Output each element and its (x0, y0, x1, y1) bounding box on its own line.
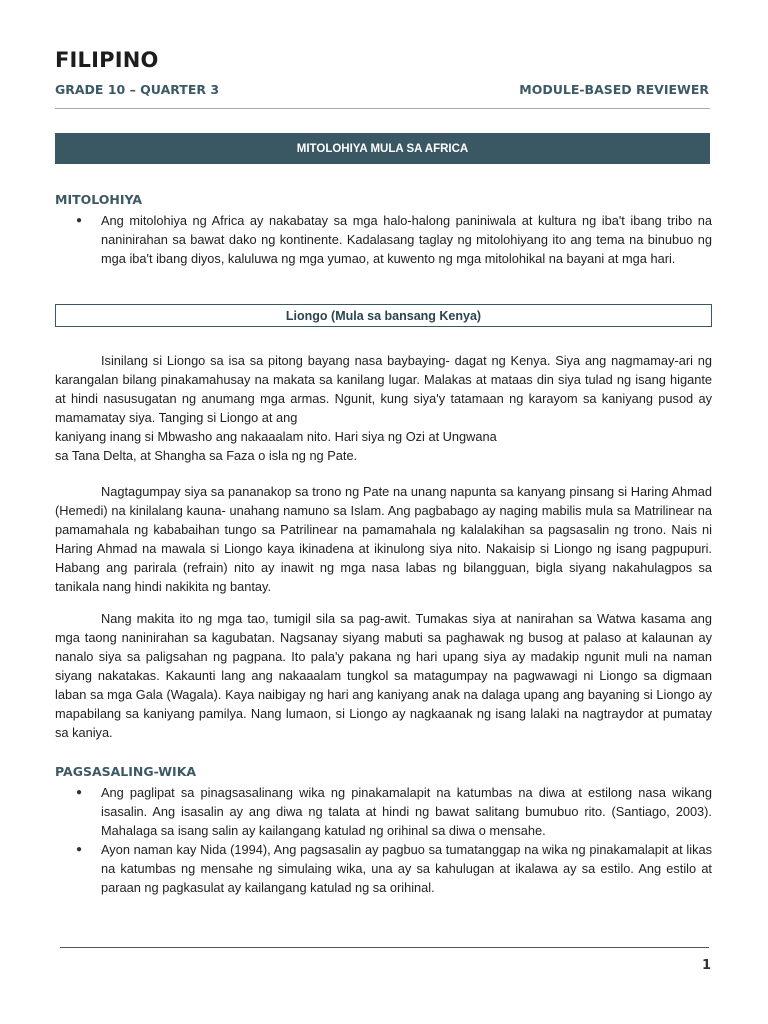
section-heading-mitolohiya: MITOLOHIYA (55, 192, 143, 207)
list-item (55, 783, 712, 840)
footer-divider (60, 947, 709, 948)
section-heading-pagsasaling-wika: PAGSASALING-WIKA (55, 764, 197, 779)
paragraph-text: kaniyang inang si Mbwasho ang nakaaalam nito. Hari siya ng Ozi at Ungwana (55, 429, 497, 444)
bullet-icon: ● (76, 787, 83, 798)
paragraph-text: sa Tana Delta, at Shangha sa Faza o isla ng ng Pate. (55, 448, 358, 463)
reviewer-label: MODULE-BASED REVIEWER (519, 82, 709, 97)
bullet-icon: ● (76, 215, 83, 226)
list-item (55, 211, 712, 268)
bullet-text: Ayon naman kay Nida (1994), Ang pagsasalin ay pagbuo sa tumatanggap na wika ng pinakamalapit at likas na katumbas ng mensahe ng simulaing wika, una ay sa kahulugan at ikalawa ay sa estilo. Ang estilo at paraan ng pagkasulat ay kailangang katulad ng sa orihinal. (101, 842, 712, 895)
story-title: Liongo (Mula sa bansang Kenya) (285, 308, 482, 323)
paragraph-text: Nang makita ito ng mga tao, tumigil sila sa pag-awit. Tumakas siya at nanirahan sa Watwa kasama ang mga taong naninirahan sa kagubatan. Nagsanay siyang mabuti sa paghawak ng busog at palaso at kalaunan ay nanalo siya sa paligsahan ng pagpana. Ito pala'y pakana ng hari upang siya ay madakip ngunit muli na naman siyang nakatakas. Kakaunti lang ang nakaaalam tungkol sa matagumpay na pagwawagi ni Liongo sa digmaan laban sa mga Gala (Wagala). Kaya naibigay ng hari ang kaniyang anak na dalaga upang ang bayaning si Liongo ay mapabilang sa kaniyang pamilya. Nang lumaon, si Liongo ay nagkaanak ng isang lalaki na nagtraydor at pumatay sa kaniya. (55, 611, 712, 740)
story-paragraph-1 (55, 351, 712, 427)
bullet-text: Ang mitolohiya ng Africa ay nakabatay sa mga halo-halong paniniwala at kultura ng iba't ibang tribo na naninirahan sa bawat dako ng kontinente. Kadalasang taglay ng mitolohiyang ito ang tema na binubuo ng mga iba't ibang diyos, kaluluwa ng mga yumao, at kuwento ng mga mitolohikal na bayani at mga hari. (101, 213, 712, 266)
list-item (55, 840, 712, 897)
paragraph-text: Isinilang si Liongo sa isa sa pitong bayang nasa baybaying- dagat ng Kenya. Siya ang nagmamay-ari ng karangalan bilang pinakamahusay na makata sa kanilang lugar. Malakas at mataas din siya tulad ng isang higante at hindi nasusugatan ng anumang mga armas. Ngunit, kung siya'y tatamaan ng karayom sa kaniyang pusod ay mamamatay siya. Tanging si Liongo at ang (55, 353, 712, 425)
pagsasaling-bullet-list (55, 783, 712, 897)
mitolohiya-bullet-list (55, 211, 712, 268)
subject-title: FILIPINO (55, 48, 159, 72)
story-paragraph-2 (55, 482, 712, 596)
story-paragraph-3 (55, 609, 712, 742)
story-paragraph-1-line (55, 446, 712, 465)
paragraph-text: Nagtagumpay siya sa pananakop sa trono ng Pate na unang napunta sa kanyang pinsang si Haring Ahmad (Hemedi) na kinilalang kauna- unahang namuno sa Islam. Ang pagbabago ay naging mabilis mula sa Matrilinear na pamamahala ng kababaihan tungo sa Patrilinear na pamamahala ng kalalakihan sa pagsasalin ng trono. Nais ni Haring Ahmad na mawala si Liongo kaya ikinadena at ikinulong siya nito. Nakaisip si Liongo ng isang pagpupuri. Habang ang parirala (refrain) nito ay inawit ng mga nasa labas ng bilangguan, bigla siyang nakahulagpos sa tanikala nang hindi nakikita ng bantay. (55, 484, 712, 594)
grade-quarter-label: GRADE 10 – QUARTER 3 (55, 82, 220, 97)
page-number: 1 (701, 958, 711, 973)
bullet-icon: ● (76, 844, 83, 855)
story-paragraph-1-line (55, 427, 712, 446)
story-title-box (55, 304, 712, 327)
header-divider (55, 108, 710, 109)
topic-banner: MITOLOHIYA MULA SA AFRICA (55, 133, 710, 164)
bullet-text: Ang paglipat sa pinagsasalinang wika ng pinakamalapit na katumbas na diwa at estilong nasa wikang isasalin. Ang isasalin ay ang diwa ng talata at hindi ng bawat salitang bumubuo rito. (Santiago, 2003). Mahalaga sa isang salin ay kailangang katulad ng orihinal sa diwa o mensahe. (101, 785, 712, 838)
